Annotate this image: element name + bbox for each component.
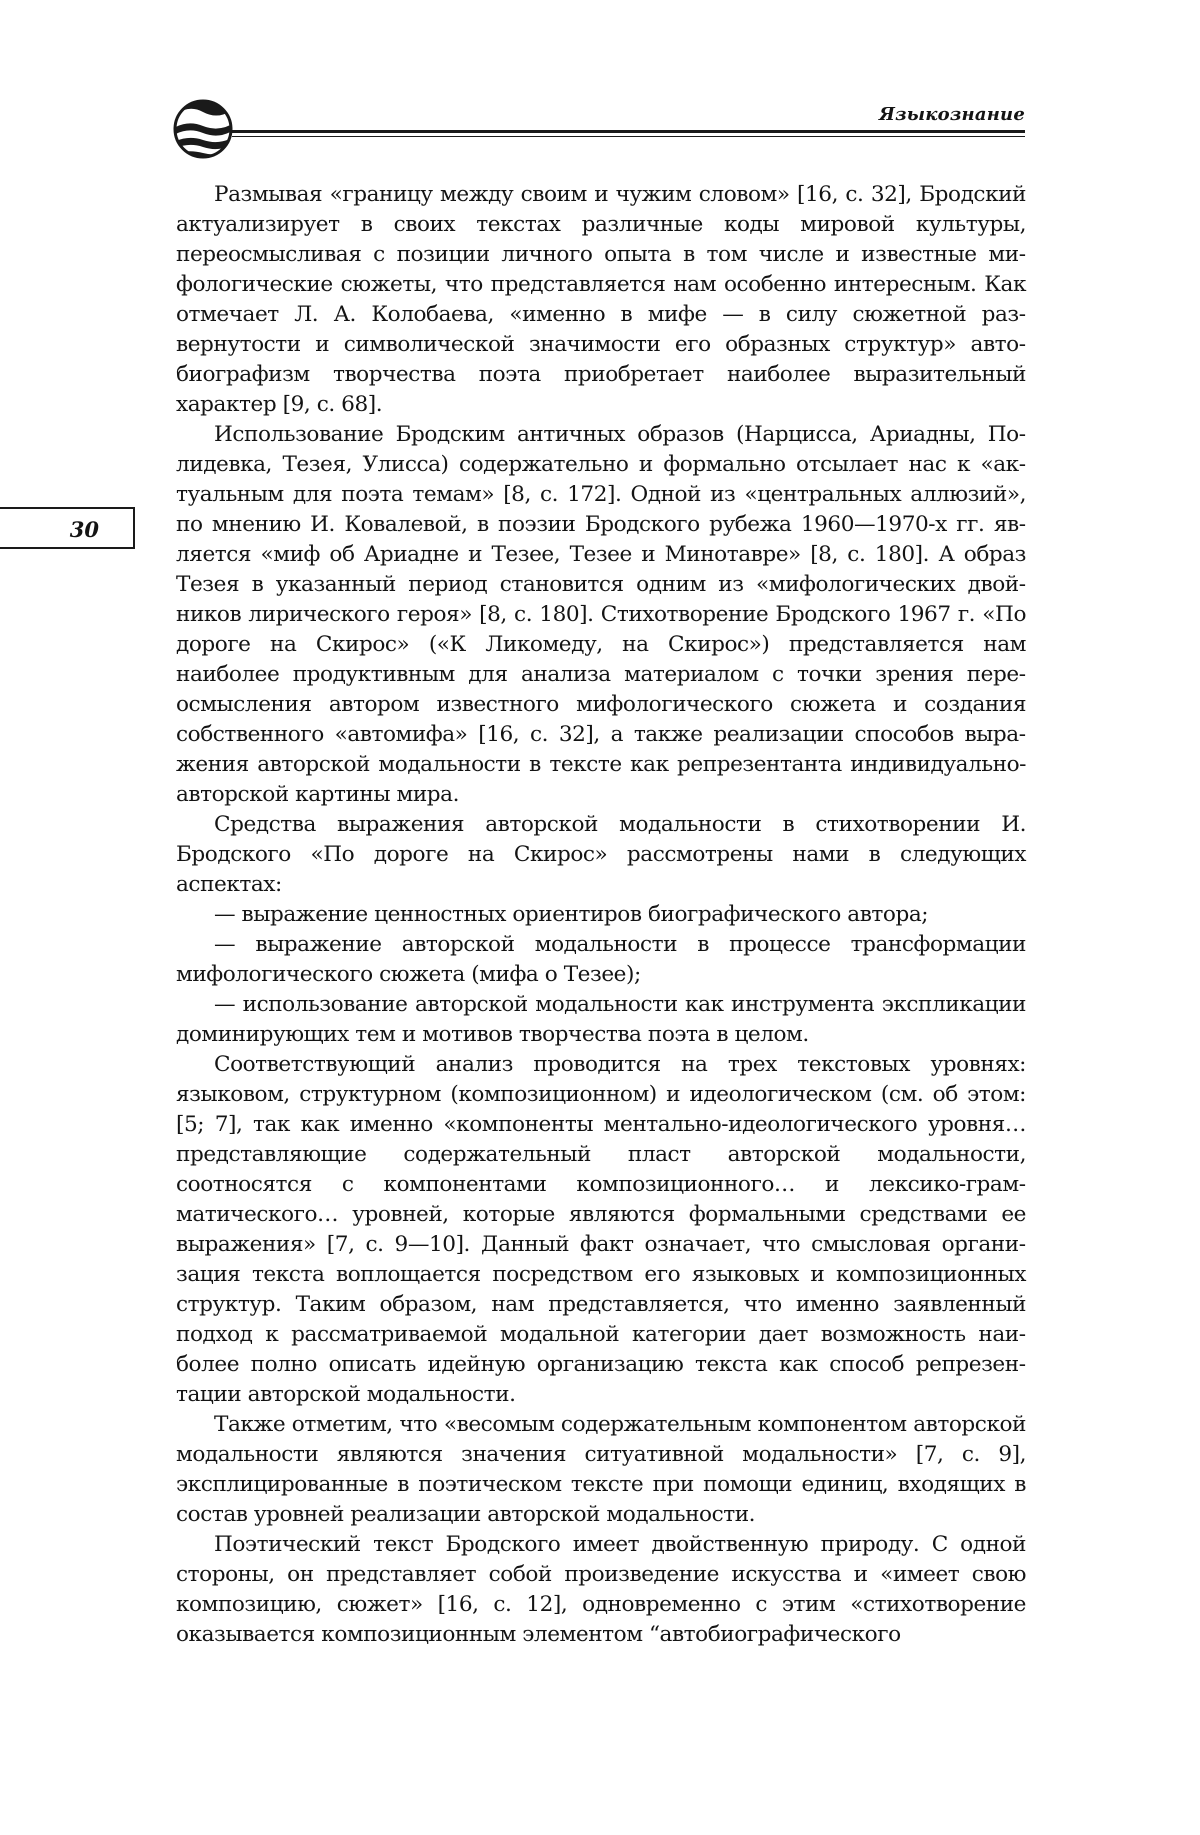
journal-logo-icon [172, 98, 234, 160]
body-text [176, 180, 1026, 1650]
paragraph-5: Также отметим, что «весомым содержательным компонентом авторской модальности являются значения ситуативной модальности» [7, с. 9], эксплицированные в поэтическом тексте при помощи единиц, входящих в состав уровней реализации авторской модальности. [176, 1412, 1026, 1527]
list-item-2: — выражение авторской модальности в процессе трансформации мифологического сюжета (мифа о Тезее); [176, 932, 1026, 987]
page-number: 30 [69, 517, 99, 542]
list-item-3: — использование авторской модальности как инструмента экспликации доминирующих тем и мотивов творчества поэта в целом. [176, 992, 1026, 1047]
paragraph-4: Соответствующий анализ проводится на трех текстовых уровнях: языковом, структурном (композиционном) и идеологическом (см. об этом: [5; 7], так как именно «компоненты ментально-идеологического уровня… представляющие содержательный пласт авторской модальности, соотносятся с компонентами композиционного… и лексико-грамматического… уровней, которые являются формальными средствами ее выражения» [7, с. 9—10]. Данный факт означает, что смысловая организация текста воплощается посредством его языковых и композиционных структур. Таким образом, нам представляется, что именно заявленный подход к рассматриваемой модальной категории дает возможность наиболее полно описать идейную организацию текста как способ репрезентации авторской модальности. [176, 1052, 1026, 1407]
paragraph-1: Размывая «границу между своим и чужим словом» [16, с. 32], Бродский актуализирует в своих текстах различные коды мировой культуры, переосмысливая с позиции личного опыта в том числе и известные мифологические сюжеты, что представляется нам особенно интересным. Как отмечает Л. А. Колобаева, «именно в мифе — в силу сюжетной развернутости и символической значимости его образных структур» автобиографизм творчества поэта приобретает наиболее выразительный характер [9, с. 68]. [176, 182, 1026, 417]
paragraph-3: Средства выражения авторской модальности в стихотворении И. Бродского «По дороге на Скирос» рассмотрены нами в следующих аспектах: [176, 812, 1026, 897]
header-rule-thin [232, 136, 1025, 137]
list-item-1: — выражение ценностных ориентиров биографического автора; [214, 902, 929, 927]
header-rule-thick [232, 130, 1025, 133]
page-number-box [0, 507, 135, 549]
section-title: Языкознание [879, 104, 1025, 125]
paragraph-2: Использование Бродским античных образов (Нарцисса, Ариадны, Полидевка, Тезея, Улисса) содержательно и формально отсылает нас к «актуальным для поэта темам» [8, с. 172]. Одной из «центральных аллюзий», по мнению И. Ковалевой, в поэзии Бродского рубежа 1960—1970-х гг. является «миф об Ариадне и Тезее, Тезее и Минотавре» [8, с. 180]. А образ Тезея в указанный период становится одним из «мифологических двойников лирического героя» [8, с. 180]. Стихотворение Бродского 1967 г. «По дороге на Скирос» («К Ликомеду, на Скирос») представляется нам наиболее продуктивным для анализа материалом с точки зрения переосмысления автором известного мифологического сюжета и создания собственного «автомифа» [16, с. 32], а также реализации способов выражения авторской модальности в тексте как репрезентанта индивидуально-авторской картины мира. [176, 422, 1026, 807]
paragraph-6: Поэтический текст Бродского имеет двойственную природу. С одной стороны, он представляет собой произведение искусства и «имеет свою композицию, сюжет» [16, с. 12], одновременно с этим «стихотворение оказывается композиционным элементом “автобиографического [176, 1532, 1026, 1647]
